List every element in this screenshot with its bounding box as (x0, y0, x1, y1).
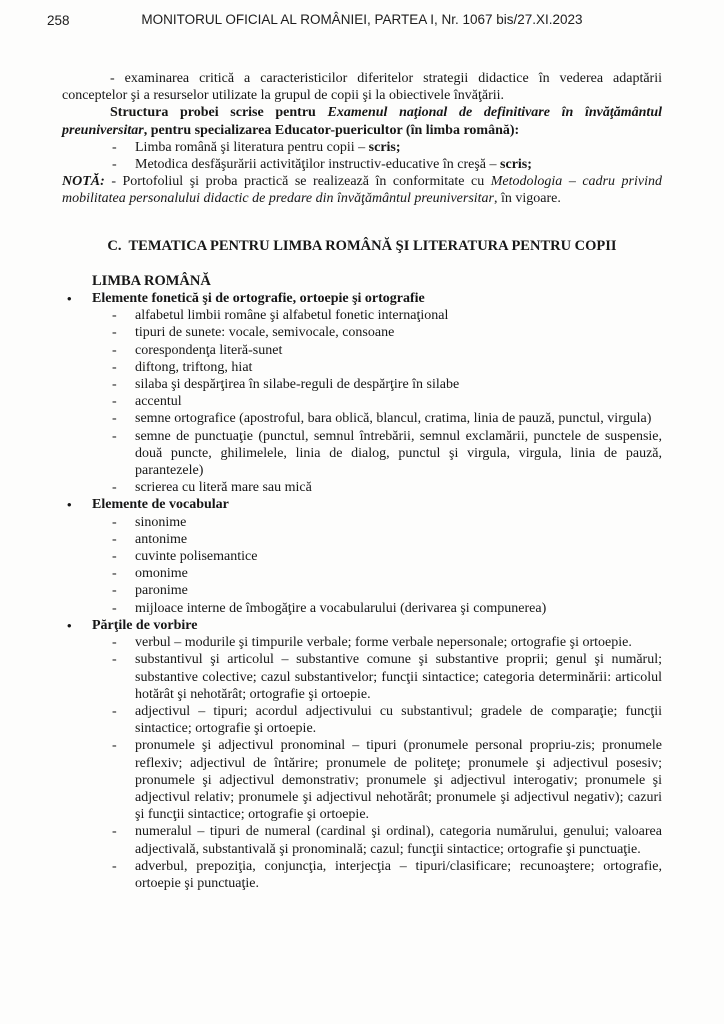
topic-item-text: verbul – modurile şi timpurile verbale; forme verbale nepersonale; ortografie şi ortoepie. (135, 635, 632, 651)
topic-item (62, 342, 662, 359)
topic-item (62, 410, 662, 427)
topic-item-text: cuvinte polisemantice (135, 549, 258, 565)
page-header (0, 12, 724, 30)
bullet-icon: • (67, 497, 72, 513)
topic-item (62, 428, 662, 480)
dash-icon: - (112, 411, 117, 427)
topic-item (62, 307, 662, 324)
topic-item (62, 531, 662, 548)
topic-item (62, 823, 662, 857)
topic-item-list (62, 307, 662, 496)
dash-icon: - (112, 703, 117, 719)
topic-item-text: scrierea cu literă mare sau mică (135, 480, 312, 496)
topic-item-text: paronime (135, 583, 188, 599)
dash-icon: - (112, 824, 117, 840)
dash-icon: - (112, 635, 117, 651)
dash-icon: - (112, 652, 117, 668)
dash-icon: - (112, 377, 117, 393)
topic-sections (62, 290, 662, 892)
topic-section-header (62, 290, 662, 307)
topic-item-text: omonime (135, 566, 188, 582)
dash-icon: - (112, 514, 117, 530)
topic-item-list (62, 514, 662, 617)
topic-item (62, 359, 662, 376)
dash-icon: - (112, 583, 117, 599)
topic-item (62, 651, 662, 703)
dash-icon: - (112, 858, 117, 874)
dash-icon: - (112, 428, 117, 444)
topic-item (62, 479, 662, 496)
topic-section-title: Elemente fonetică şi de ortografie, ortoepie şi ortografie (92, 291, 425, 307)
dash-icon: - (112, 566, 117, 582)
topic-item (62, 858, 662, 892)
structura-paragraph: Structura probei scrise pentru Examenul naţional de definitivare în învăţământul preuniversitar, pentru specializarea Educator-puericultor (în limba română): (62, 105, 663, 138)
topic-item-text: mijloace interne de îmbogăţire a vocabularului (derivarea şi compunerea) (135, 600, 547, 616)
list-item-metodica (62, 156, 662, 173)
dash-icon: - (112, 325, 117, 341)
topic-item (62, 393, 662, 410)
topic-item (62, 324, 662, 341)
topic-item-text: accentul (135, 394, 182, 410)
dash-icon: - (112, 738, 117, 754)
topic-item (62, 548, 662, 565)
topic-section (62, 617, 662, 892)
topic-item-text: sinonime (135, 514, 187, 530)
intro-paragraph: - examinarea critică a caracteristicilor diferitelor strategii didactice în vederea adaptării conceptelor şi a resurselor utilizate la grupul de copii şi la obiectivele învăţării. (62, 71, 662, 104)
dash-icon: - (112, 549, 117, 565)
page-number: 258 (47, 13, 70, 28)
dash-icon: - (112, 139, 117, 155)
topic-item (62, 634, 662, 651)
dash-icon: - (112, 359, 117, 375)
topic-item-text: silaba şi despărţirea în silabe-reguli de despărţire în silabe (135, 377, 460, 393)
topic-item-list (62, 634, 662, 892)
topic-section-title: Părţile de vorbire (92, 617, 198, 633)
topic-item-text: semne de punctuaţie (punctul, semnul întrebării, semnul exclamării, punctele de suspensie, două puncte, ghilimelele, linia de dialog, punctul şi virgula, virgula, linia de pauză, parantezele) (135, 428, 662, 479)
topic-section (62, 496, 662, 616)
topic-section-header (62, 617, 662, 634)
bullet-icon: • (67, 291, 72, 307)
topic-section (62, 290, 662, 496)
topic-item-text: tipuri de sunete: vocale, semivocale, consoane (135, 325, 395, 341)
topic-item-text: diftong, triftong, hiat (135, 359, 253, 375)
topic-item-text: semne ortografice (apostroful, bara oblică, blancul, cratima, linia de pauză, punctul, virgula) (135, 411, 652, 427)
dash-icon: - (112, 531, 117, 547)
dash-icon: - (112, 342, 117, 358)
topic-item (62, 582, 662, 599)
topic-item-text: corespondenţa literă-sunet (135, 342, 283, 358)
dash-icon: - (112, 480, 117, 496)
bullet-icon: • (67, 617, 72, 633)
topic-item (62, 703, 662, 737)
topic-item-text: adjectivul – tipuri; acordul adjectivului cu substantivul; gradele de comparaţie; funcţii sintactice; ortografie şi ortoepie. (135, 703, 662, 737)
topic-item (62, 737, 662, 823)
topic-item (62, 565, 662, 582)
topic-item-text: substantivul şi articolul – substantive comune şi substantive proprii; genul şi numărul; substantive colective; cazul substantivelor; funcţii sintactice; categoria determinării: articolul hotărât şi nehotărât; ortografie şi ortoepie. (135, 652, 662, 702)
dash-icon: - (112, 157, 117, 173)
topic-item (62, 514, 662, 531)
topic-item-text: antonime (135, 531, 188, 547)
topic-item (62, 600, 662, 617)
topic-section-title: Elemente de vocabular (92, 497, 229, 513)
dash-icon: - (112, 394, 117, 410)
dash-icon: - (112, 308, 117, 324)
list-item-text: Metodica desfăşurării activităţilor instructiv-educative în creşă – scris; (135, 157, 532, 173)
topic-item-text: pronumele şi adjectivul pronominal – tipuri (pronumele personal propriu-zis; pronumele reflexiv; adjectivul de întărire; pronumele de politeţe; pronumele şi adjectivul posesiv; pronumele şi adjectivul demonstrativ; pronumele şi adjectivul interogativ; pronumele şi adjectivul relativ; pronumele şi adjectivul nehotărât; pronumele şi adjectivul negativ); cazuri şi funcţii sintactice; ortografie şi ortoepie. (135, 738, 662, 823)
document-content (62, 70, 662, 892)
section-heading: C. TEMATICA PENTRU LIMBA ROMÂNĂ ŞI LITERATURA PENTRU COPII (107, 237, 617, 254)
list-item-text: Limba română şi literatura pentru copii – scris; (135, 139, 401, 155)
nota-paragraph: NOTĂ: - Portofoliul şi proba practică se realizează în conformitate cu Metodologia – cadru privind mobilitatea personalului didactic de predare din învăţământul preuniversitar, în vigoare. (62, 174, 662, 207)
topic-item-text: alfabetul limbii române şi alfabetul fonetic internaţional (135, 308, 449, 324)
list-item-limba-romana (62, 139, 662, 156)
dash-icon: - (112, 600, 117, 616)
topic-item-text: adverbul, prepoziţia, conjuncţia, interjecţia – tipuri/clasificare; recunoaştere; ortografie, ortoepie şi punctuaţie. (135, 858, 662, 891)
topic-item (62, 376, 662, 393)
header-title: MONITORUL OFICIAL AL ROMÂNIEI, PARTEA I, Nr. 1067 bis/27.XI.2023 (141, 12, 583, 27)
subsection-heading: LIMBA ROMÂNĂ (92, 272, 211, 289)
topic-section-header (62, 496, 662, 513)
topic-item-text: numeralul – tipuri de numeral (cardinal şi ordinal), categoria numărului, genului; valoarea adjectivală, substantivală şi pronominală; cazul; funcţii sintactice; ortografie şi punctuaţie. (135, 824, 662, 857)
